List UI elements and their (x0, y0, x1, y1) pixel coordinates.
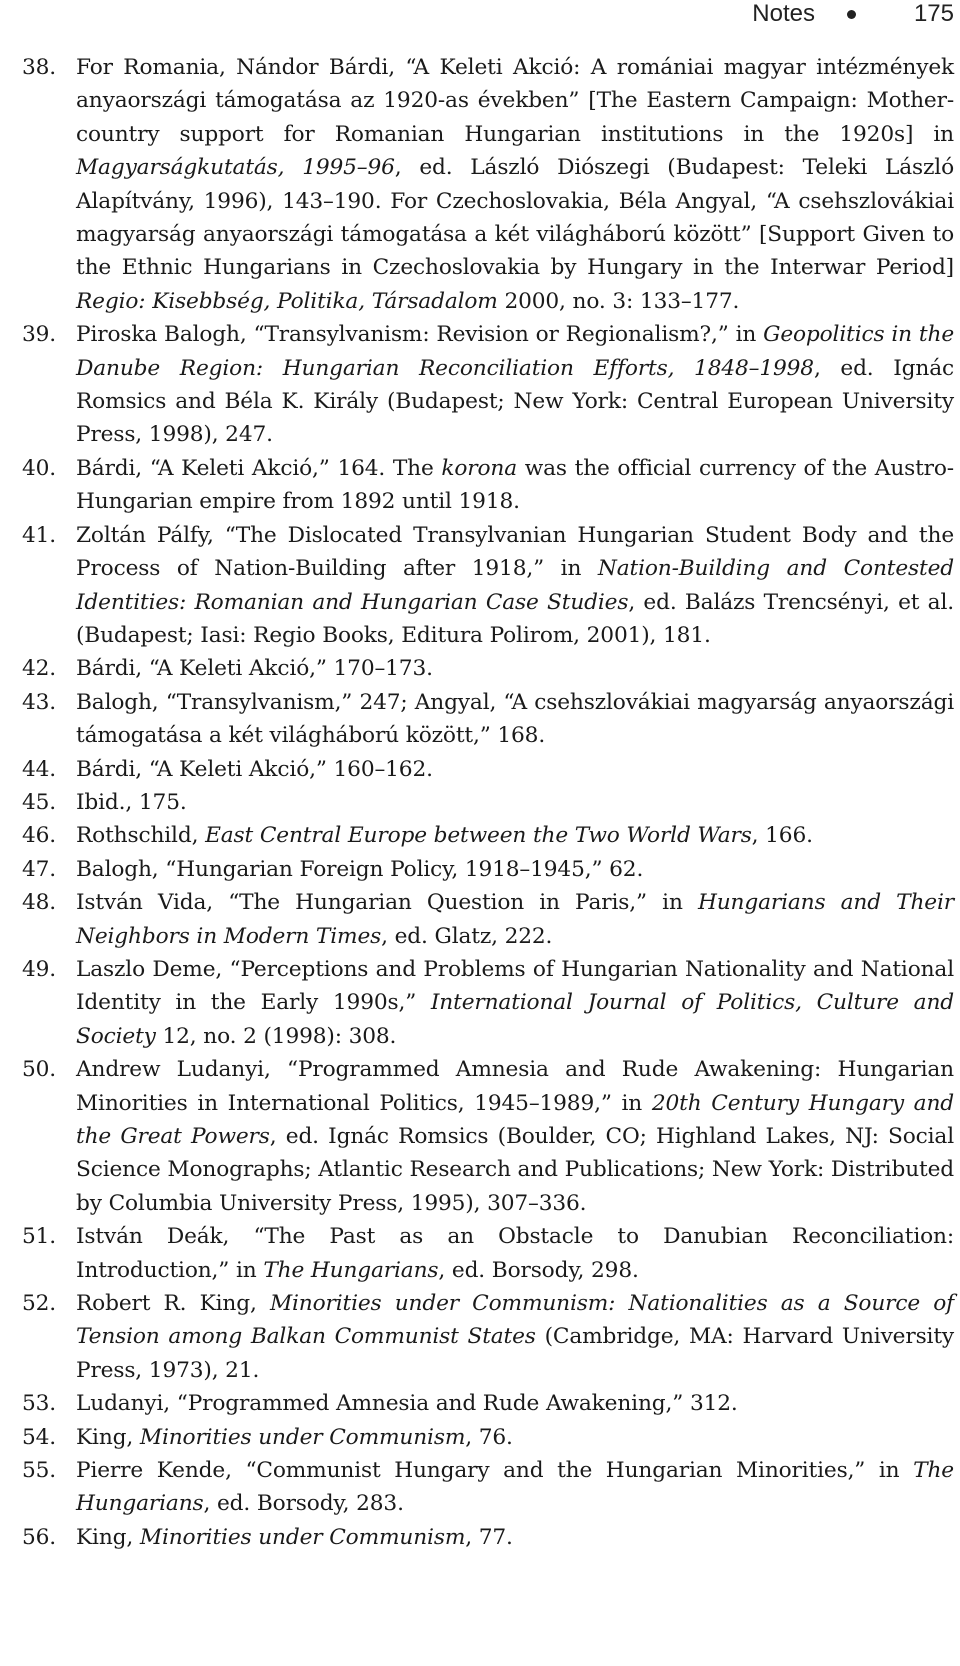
endnotes-list (22, 51, 954, 1554)
endnote-item (22, 1287, 954, 1387)
endnote-text: Andrew Ludanyi, “Programmed Amnesia and Rude Awakening: Hungarian Minorities in International Politics, 1945–1989,” in 20th Century Hungary and the Great Powers, ed. Ignác Romsics (Boulder, CO; Highland Lakes, NJ: Social Science Monographs; Atlantic Research and Publications; New York: Distributed by Columbia University Press, 1995), 307–336. (76, 1057, 954, 1216)
endnote-item (22, 318, 954, 452)
endnote-text: Bárdi, “A Keleti Akció,” 160–162. (76, 756, 433, 782)
endnote-item (22, 452, 954, 519)
endnote-item (22, 753, 954, 786)
endnote-item (22, 886, 954, 953)
running-head (22, 0, 960, 40)
endnote-item (22, 686, 954, 753)
endnote-number: 49. (22, 956, 57, 982)
endnote-item (22, 1387, 954, 1420)
endnote-text: István Vida, “The Hungarian Question in Paris,” in Hungarians and Their Neighbors in Modern Times, ed. Glatz, 222. (76, 890, 954, 949)
endnote-number: 52. (22, 1291, 57, 1317)
endnote-number: 38. (22, 55, 57, 80)
endnote-number: 45. (22, 789, 57, 815)
endnote-number: 54. (22, 1424, 57, 1450)
endnote-text: Robert R. King, Minorities under Communism: Nationalities as a Source of Tension among Balkan Communist States (Cambridge, MA: Harvard University Press, 1973), 21. (76, 1291, 955, 1383)
endnote-item (22, 786, 954, 819)
endnote-item (22, 1521, 954, 1554)
endnote-text: Rothschild, East Central Europe between the Two World Wars, 166. (76, 823, 813, 849)
endnote-text: István Deák, “The Past as an Obstacle to Danubian Reconciliation: Introduction,” in The Hungarians, ed. Borsody, 298. (76, 1224, 954, 1283)
page-number: 175 (913, 0, 954, 27)
endnote-number: 43. (22, 689, 57, 715)
endnote-text: Bárdi, “A Keleti Akció,” 170–173. (76, 656, 433, 682)
endnote-text: Balogh, “Transylvanism,” 247; Angyal, “A csehszlovákiai magyarság anyaországi támogatása a két világháború között,” 168. (76, 689, 954, 749)
endnote-item (22, 519, 954, 653)
endnote-text: Zoltán Pálfy, “The Dislocated Transylvanian Hungarian Student Body and the Process of Nation-Building after 1918,” in Nation-Building and Contested Identities: Romanian and Hungarian Case Studies, ed. Balázs Trencsényi, et al. (Budapest; Iasi: Regio Books, Editura Polirom, 2001), 181. (76, 522, 954, 648)
endnote-number: 50. (22, 1057, 57, 1083)
endnote-item (22, 819, 954, 852)
endnote-text: Balogh, “Hungarian Foreign Policy, 1918–1945,” 62. (76, 856, 644, 882)
endnote-number: 55. (22, 1458, 57, 1484)
endnote-item (22, 652, 954, 685)
endnote-number: 39. (22, 322, 57, 348)
endnote-text: Ludanyi, “Programmed Amnesia and Rude Awakening,” 312. (76, 1391, 738, 1417)
endnote-text: King, Minorities under Communism, 76. (76, 1424, 513, 1450)
endnote-text: Bárdi, “A Keleti Akció,” 164. The korona was the official currency of the Austro-Hungarian empire from 1892 until 1918. (76, 455, 954, 515)
endnote-item (22, 51, 954, 318)
endnote-number: 44. (22, 756, 57, 782)
endnote-number: 47. (22, 856, 57, 882)
endnote-text: For Romania, Nándor Bárdi, “A Keleti Akció: A romániai magyar intézmények anyaországi támogatása az 1920-as években” [The Eastern Campaign: Mother-country support for Romanian Hungarian institutions in the 1920s] in Magyarságkutatás, 1995–96, ed. László Diószegi (Budapest: Teleki László Alapítvány, 1996), 143–190. For Czechoslovakia, Béla Angyal, “A csehszlovákiai magyarság anyaországi támogatása a két világháború között” [Support Given to the Ethnic Hungarians in Czechoslovakia by Hungary in the Interwar Period] Regio: Kisebbség, Politika, Társadalom 2000, no. 3: 133–177. (76, 55, 954, 314)
endnote-number: 41. (22, 522, 57, 548)
book-page (22, 0, 960, 1550)
endnote-number: 51. (22, 1224, 57, 1250)
bullet-separator-icon (847, 10, 856, 19)
endnote-item (22, 1220, 954, 1287)
endnote-item (22, 953, 954, 1053)
running-head-section: Notes (752, 0, 815, 27)
endnote-text: King, Minorities under Communism, 77. (76, 1524, 513, 1550)
endnote-text: Laszlo Deme, “Perceptions and Problems of Hungarian Nationality and National Identity in the Early 1990s,” International Journal of Politics, Culture and Society 12, no. 2 (1998): 308. (76, 956, 954, 1049)
endnote-number: 40. (22, 455, 57, 481)
endnote-item (22, 853, 954, 886)
endnote-item (22, 1454, 954, 1521)
endnote-text: Ibid., 175. (76, 789, 187, 815)
endnote-number: 53. (22, 1391, 57, 1417)
endnote-number: 46. (22, 823, 57, 849)
endnote-text: Piroska Balogh, “Transylvanism: Revision or Regionalism?,” in Geopolitics in the Danube Region: Hungarian Reconciliation Efforts, 1848–1998, ed. Ignác Romsics and Béla K. Király (Budapest; New York: Central European University Press, 1998), 247. (76, 322, 955, 448)
endnote-number: 56. (22, 1524, 57, 1550)
endnote-number: 42. (22, 656, 57, 682)
endnote-item (22, 1053, 954, 1220)
endnote-text: Pierre Kende, “Communist Hungary and the Hungarian Minorities,” in The Hungarians, ed. Borsody, 283. (76, 1458, 954, 1517)
endnote-number: 48. (22, 890, 57, 916)
endnote-item (22, 1421, 954, 1454)
